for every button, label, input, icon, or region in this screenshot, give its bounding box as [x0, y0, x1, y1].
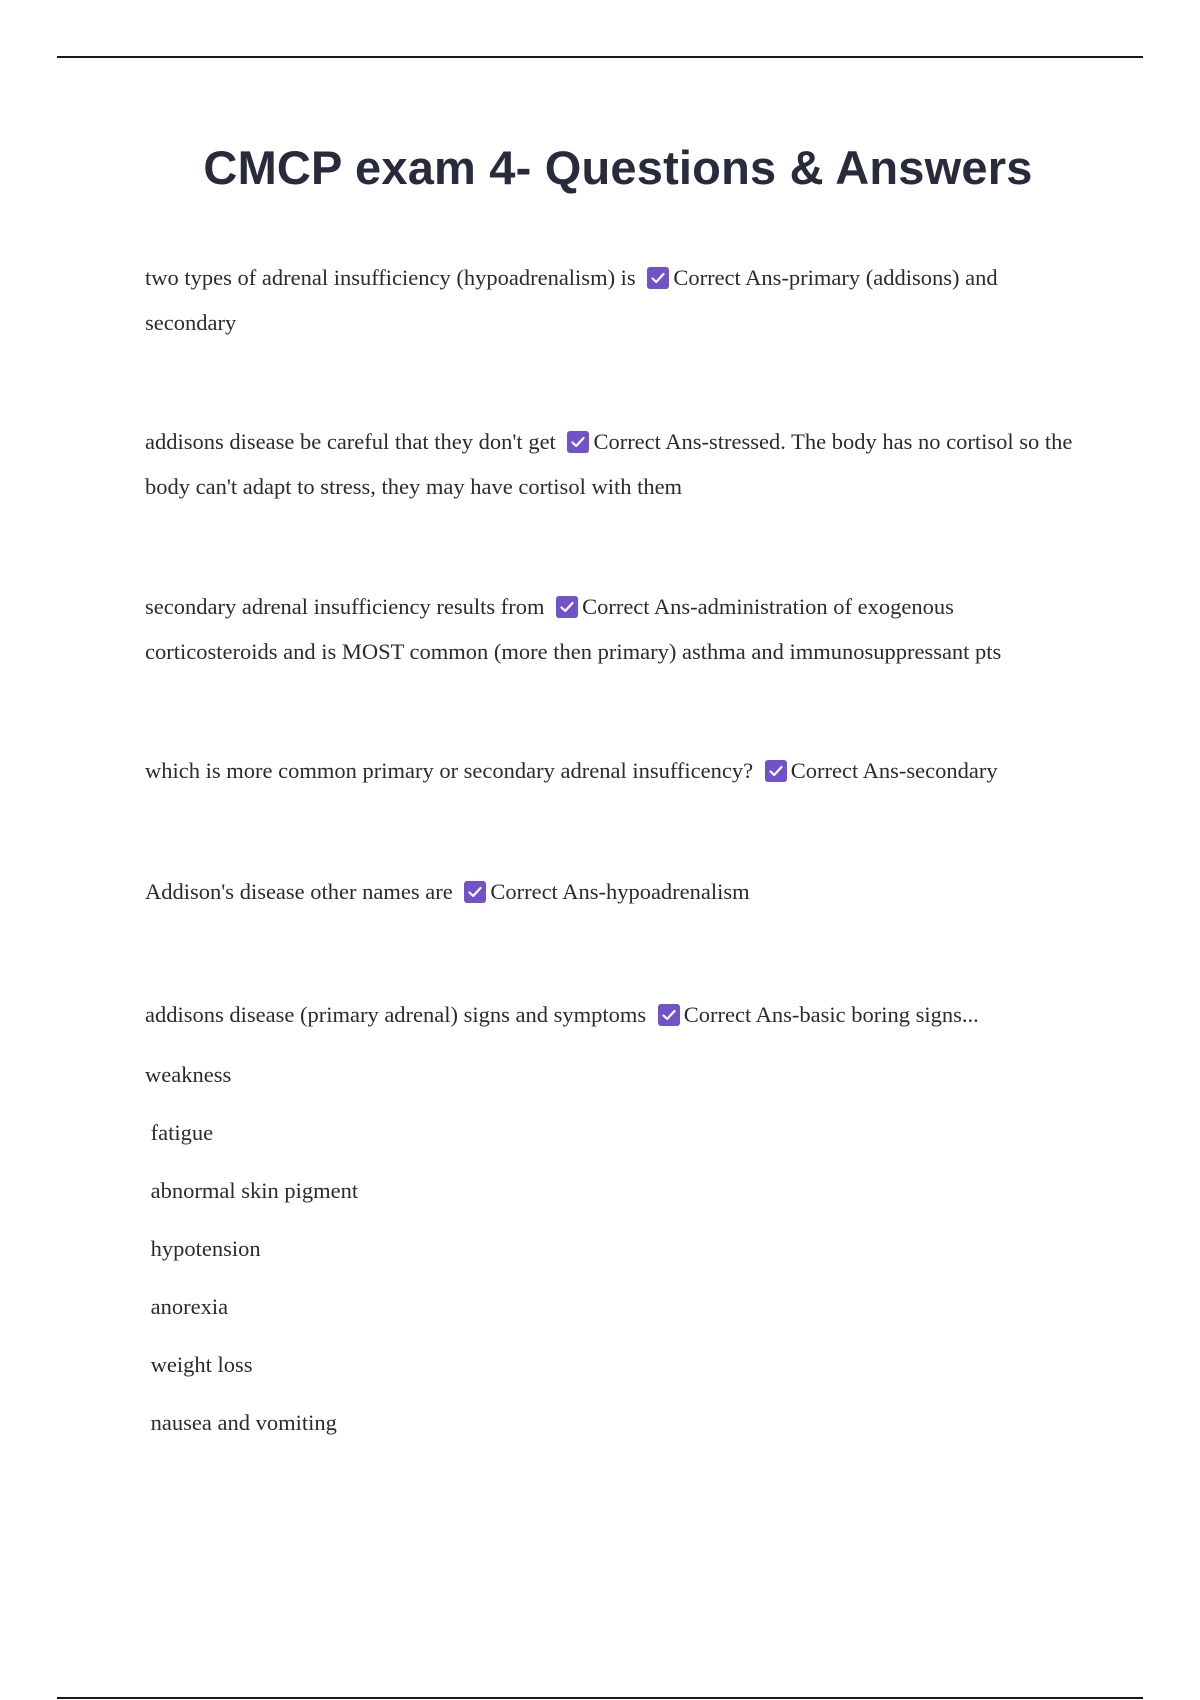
check-box-icon	[647, 267, 669, 289]
list-item: hypotension	[145, 1236, 261, 1261]
top-rule	[57, 56, 1143, 58]
question-text: addisons disease be careful that they don't get	[145, 429, 556, 454]
question-text: secondary adrenal insufficiency results from	[145, 594, 545, 619]
list-item: nausea and vomiting	[145, 1410, 337, 1435]
qa-item	[145, 419, 1085, 509]
answer-text: Correct Ans-primary (addisons) and secondary	[145, 265, 998, 335]
bottom-rule	[57, 1697, 1143, 1699]
symptoms-list	[145, 1046, 358, 1452]
list-item: weight loss	[145, 1352, 253, 1377]
question-text: addisons disease (primary adrenal) signs and symptoms	[145, 1002, 647, 1027]
check-box-icon	[556, 596, 578, 618]
list-item: fatigue	[145, 1120, 214, 1145]
check-box-icon	[658, 1004, 680, 1026]
qa-item	[145, 748, 1085, 793]
qa-item	[145, 584, 1085, 674]
page-title: CMCP exam 4- Questions & Answers	[203, 141, 1033, 194]
list-item: abnormal skin pigment	[145, 1178, 359, 1203]
list-item: anorexia	[145, 1294, 229, 1319]
answer-text: Correct Ans-administration of exogenous corticosteroids and is MOST common (more then primary) asthma and immunosuppressant pts	[145, 594, 1002, 664]
question-text: two types of adrenal insufficiency (hypoadrenalism) is	[145, 265, 636, 290]
qa-item	[145, 992, 1085, 1037]
answer-text: Correct Ans-basic boring signs...	[683, 1002, 979, 1027]
answer-text: Correct Ans-hypoadrenalism	[490, 879, 750, 904]
qa-item	[145, 869, 1085, 914]
answer-text: Correct Ans-stressed. The body has no cortisol so the body can't adapt to stress, they may have cortisol with them	[145, 429, 1073, 499]
answer-text: Correct Ans-secondary	[790, 758, 998, 783]
qa-item	[145, 255, 1085, 345]
check-box-icon	[464, 881, 486, 903]
question-text: which is more common primary or secondary adrenal insufficency?	[145, 758, 754, 783]
list-item: weakness	[145, 1062, 232, 1087]
check-box-icon	[765, 760, 787, 782]
check-box-icon	[567, 431, 589, 453]
question-text: Addison's disease other names are	[145, 879, 453, 904]
